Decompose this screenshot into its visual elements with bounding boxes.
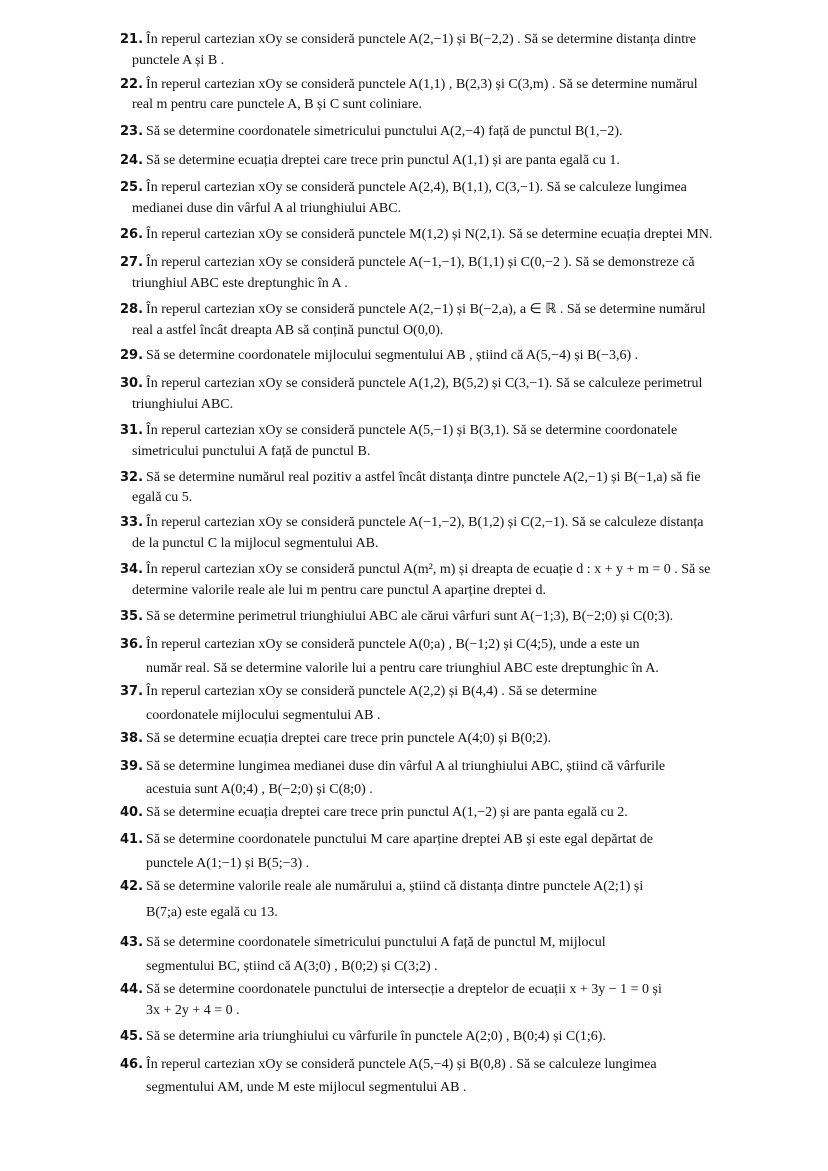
problem-text-continuation: egală cu 5. [132, 490, 193, 505]
problem-text-continuation: triunghiul ABC este dreptunghic în A . [132, 276, 348, 291]
problem-text-continuation: simetricului punctului A față de punctul B. [132, 444, 371, 459]
problem-42 [120, 878, 643, 896]
problem-text: Să se determine coordonatele punctului M care aparține dreptei AB și este egal depărtat de [146, 832, 653, 847]
problem-number: 32. [120, 470, 144, 485]
problem-39 [120, 758, 665, 776]
problem-text: Să se determine coordonatele simetricului punctului A(2,−4) față de punctul B(1,−2). [146, 124, 623, 139]
problem-number: 34. [120, 562, 144, 577]
problem-number: 45. [120, 1029, 144, 1044]
problem-text: Să se determine coordonatele mijlocului segmentului AB , știind că A(5,−4) și B(−3,6) . [146, 348, 639, 363]
problem-number: 44. [120, 982, 144, 997]
problem-text: În reperul cartezian xOy se consideră punctele A(0;a) , B(−1;2) și C(4;5), unde a este un [146, 637, 640, 652]
problem-text: Să se determine coordonatele punctului de intersecție a dreptelor de ecuații x + 3y − 1 = 0 și [146, 982, 662, 997]
problem-text: În reperul cartezian xOy se consideră punctele A(2,−1) și B(−2,a), a ∈ ℝ . Să se determine numărul [146, 302, 706, 317]
problem-number: 21. [120, 32, 144, 47]
problem-number: 35. [120, 609, 144, 624]
problem-text: În reperul cartezian xOy se consideră punctele A(1,2), B(5,2) și C(3,−1). Să se calculeze perimetrul [146, 376, 703, 391]
problem-31 [120, 422, 677, 440]
problem-number: 29. [120, 348, 144, 363]
problem-number: 40. [120, 805, 144, 820]
problem-number: 36. [120, 637, 144, 652]
problem-number: 25. [120, 180, 144, 195]
problem-number: 46. [120, 1057, 144, 1072]
problem-24 [120, 152, 620, 170]
problem-text-continuation: coordonatele mijlocului segmentului AB . [146, 708, 381, 723]
problem-40 [120, 804, 628, 822]
problem-text: În reperul cartezian xOy se consideră punctele A(2,2) și B(4,4) . Să se determine [146, 684, 597, 699]
problem-text-continuation: 3x + 2y + 4 = 0 . [146, 1003, 240, 1018]
problem-28 [120, 301, 706, 319]
problem-32 [120, 469, 701, 487]
problem-number: 38. [120, 731, 144, 746]
problem-text: În reperul cartezian xOy se consideră punctele A(5,−1) și B(3,1). Să se determine coordonatele [146, 423, 678, 438]
problem-text-continuation: de la punctul C la mijlocul segmentului AB. [132, 536, 379, 551]
problem-35 [120, 608, 673, 626]
problem-text-continuation: punctele A și B . [132, 53, 225, 68]
problem-number: 42. [120, 879, 144, 894]
problem-38 [120, 730, 551, 748]
problem-22 [120, 76, 698, 94]
problem-text-continuation: segmentului AM, unde M este mijlocul segmentului AB . [146, 1080, 467, 1095]
problem-number: 22. [120, 77, 144, 92]
problem-27 [120, 254, 695, 272]
problem-text: În reperul cartezian xOy se consideră punctele A(2,−1) și B(−2,2) . Să se determine distanța dintre [146, 32, 696, 47]
problem-text-continuation: medianei duse din vârful A al triunghiului ABC. [132, 201, 402, 216]
problem-21 [120, 31, 696, 49]
problem-46 [120, 1056, 657, 1074]
problem-text-continuation: număr real. Să se determine valorile lui a pentru care triunghiul ABC este dreptunghic în A. [146, 661, 659, 676]
problem-text: În reperul cartezian xOy se consideră punctele A(5,−4) și B(0,8) . Să se calculeze lungimea [146, 1057, 657, 1072]
problem-text: În reperul cartezian xOy se consideră punctul A(m², m) și dreapta de ecuație d : x + y + m = 0 . Să se [146, 562, 711, 577]
problem-text-continuation: real a astfel încât dreapta AB să conțină punctul O(0,0). [132, 323, 444, 338]
problem-text: În reperul cartezian xOy se consideră punctele A(1,1) , B(2,3) și C(3,m) . Să se determine numărul [146, 77, 698, 92]
problem-33 [120, 514, 703, 532]
problem-23 [120, 123, 623, 141]
problem-text: Să se determine perimetrul triunghiului ABC ale cărui vârfuri sunt A(−1;3), B(−2;0) și C(0;3). [146, 609, 674, 624]
problem-text-continuation: acestuia sunt A(0;4) , B(−2;0) și C(8;0) . [146, 782, 373, 797]
problem-number: 39. [120, 759, 144, 774]
problem-25 [120, 179, 687, 197]
problem-text: Să se determine valorile reale ale numărului a, știind că distanța dintre punctele A(2;1) și [146, 879, 644, 894]
problem-number: 24. [120, 153, 144, 168]
problem-text: În reperul cartezian xOy se consideră punctele M(1,2) și N(2,1). Să se determine ecuația dreptei MN. [146, 227, 713, 242]
problem-text: Să se determine numărul real pozitiv a astfel încât distanța dintre punctele A(2,−1) și B(−1,a) să fie [146, 470, 701, 485]
problem-text: Să se determine coordonatele simetricului punctului A față de punctul M, mijlocul [146, 935, 606, 950]
problem-text: În reperul cartezian xOy se consideră punctele A(−1,−1), B(1,1) și C(0,−2 ). Să se demonstreze că [146, 255, 695, 270]
problem-number: 27. [120, 255, 144, 270]
problem-45 [120, 1028, 606, 1046]
problem-37 [120, 683, 597, 701]
problem-number: 31. [120, 423, 144, 438]
problem-number: 43. [120, 935, 144, 950]
problem-34 [120, 561, 710, 579]
problem-text-continuation: determine valorile reale ale lui m pentru care punctul A aparține dreptei d. [132, 583, 546, 598]
problem-text: Să se determine ecuația dreptei care trece prin punctele A(4;0) și B(0;2). [146, 731, 552, 746]
problem-text-continuation: real m pentru care punctele A, B și C sunt coliniare. [132, 97, 423, 112]
problem-text: În reperul cartezian xOy se consideră punctele A(−1,−2), B(1,2) și C(2,−1). Să se calculeze distanța [146, 515, 704, 530]
problem-text: În reperul cartezian xOy se consideră punctele A(2,4), B(1,1), C(3,−1). Să se calculeze lungimea [146, 180, 687, 195]
problem-text-continuation: B(7;a) este egală cu 13. [146, 905, 278, 920]
problem-text-continuation: punctele A(1;−1) și B(5;−3) . [146, 856, 310, 871]
problem-number: 28. [120, 302, 144, 317]
problem-text: Să se determine ecuația dreptei care trece prin punctul A(1,1) și are panta egală cu 1. [146, 153, 620, 168]
problem-26 [120, 226, 712, 244]
problem-number: 26. [120, 227, 144, 242]
problem-text: Să se determine lungimea medianei duse din vârful A al triunghiului ABC, știind că vârfurile [146, 759, 666, 774]
problem-number: 37. [120, 684, 144, 699]
problem-29 [120, 347, 638, 365]
problem-36 [120, 636, 639, 654]
problem-44 [120, 981, 662, 999]
problem-number: 33. [120, 515, 144, 530]
problem-number: 41. [120, 832, 144, 847]
problem-41 [120, 831, 653, 849]
problem-30 [120, 375, 702, 393]
problem-text: Să se determine aria triunghiului cu vârfurile în punctele A(2;0) , B(0;4) și C(1;6). [146, 1029, 606, 1044]
problem-number: 23. [120, 124, 144, 139]
problem-43 [120, 934, 606, 952]
problem-number: 30. [120, 376, 144, 391]
problem-text: Să se determine ecuația dreptei care trece prin punctul A(1,−2) și are panta egală cu 2. [146, 805, 628, 820]
problem-text-continuation: segmentului BC, știind că A(3;0) , B(0;2) și C(3;2) . [146, 959, 438, 974]
problem-text-continuation: triunghiului ABC. [132, 397, 234, 412]
